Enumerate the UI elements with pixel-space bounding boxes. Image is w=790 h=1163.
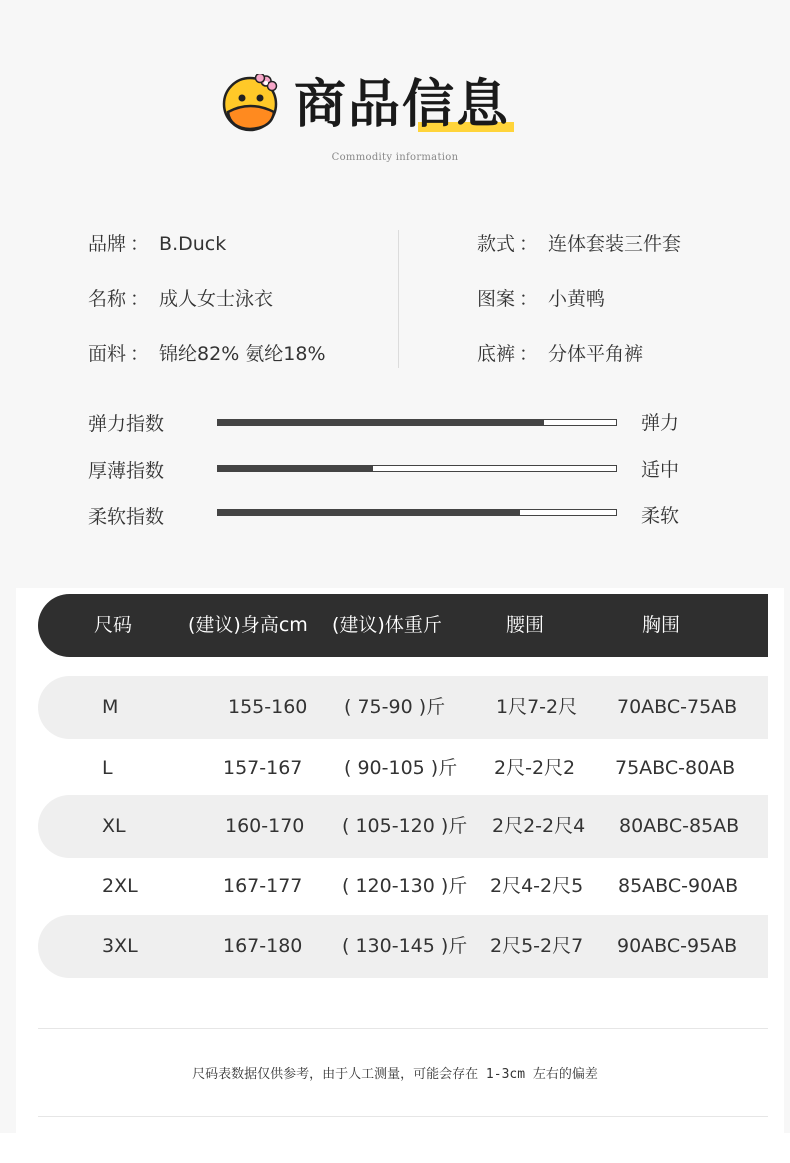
index-bar-fill: [218, 466, 373, 471]
table-row: [38, 915, 768, 978]
table-row: [38, 855, 768, 918]
cell-size: M: [102, 696, 119, 718]
index-bar-thickness: [217, 465, 617, 472]
index-label-thickness: 厚薄指数: [88, 460, 165, 482]
cell-weight: ( 105-120 )斤: [342, 815, 468, 837]
cell-bust: 90ABC-95AB: [617, 935, 738, 957]
cell-waist: 2尺5-2尺7: [490, 935, 584, 957]
table-row: [38, 676, 768, 739]
size-footnote: 尺码表数据仅供参考，由于人工测量，可能会存在 1-3cm 左右的偏差: [192, 1067, 598, 1082]
header-bust: 胸围: [642, 614, 681, 636]
index-end-thickness: 适中: [641, 459, 680, 481]
cell-weight: ( 75-90 )斤: [344, 696, 446, 718]
table-row: [38, 795, 768, 858]
info-value: 锦纶82% 氨纶18%: [159, 343, 326, 365]
info-value: 连体套装三件套: [548, 233, 682, 255]
cell-waist: 1尺7-2尺: [496, 696, 578, 718]
page-title: 商品信息: [294, 75, 511, 135]
cell-waist: 2尺-2尺2: [494, 757, 576, 779]
info-key: 面料: [88, 343, 127, 365]
cell-weight: ( 130-145 )斤: [342, 935, 468, 957]
info-style: 款式 ： 连体套装三件套: [477, 229, 681, 256]
info-bottoms: 底裤 ： 分体平角裤: [477, 339, 643, 366]
info-key: 底裤: [477, 343, 516, 365]
info-name: 名称 ： 成人女士泳衣: [88, 284, 273, 311]
cell-size: 2XL: [102, 875, 138, 897]
index-bar-elasticity: [217, 419, 617, 426]
cell-waist: 2尺2-2尺4: [492, 815, 586, 837]
info-key: 品牌: [88, 233, 127, 255]
cell-size: L: [102, 757, 113, 779]
info-value: 小黄鸭: [548, 288, 606, 310]
cell-height: 155-160: [228, 696, 308, 718]
cell-bust: 80ABC-85AB: [619, 815, 740, 837]
title-block: [222, 72, 522, 142]
info-key: 图案: [477, 288, 516, 310]
info-pattern: 图案 ： 小黄鸭: [477, 284, 605, 311]
index-bar-fill: [218, 420, 544, 425]
divider-top: [38, 1028, 768, 1029]
side-margin-right: [784, 588, 790, 1133]
cell-height: 167-177: [223, 875, 303, 897]
info-value: 分体平角裤: [548, 343, 644, 365]
index-label-softness: 柔软指数: [88, 506, 165, 528]
header-height: (建议)身高cm: [188, 614, 308, 636]
cell-height: 160-170: [225, 815, 305, 837]
info-brand: 品牌 ： B.Duck: [88, 229, 226, 256]
header-waist: 腰围: [506, 614, 545, 636]
header-size: 尺码: [94, 614, 133, 636]
index-end-softness: 柔软: [641, 505, 680, 527]
divider-bottom: [38, 1116, 768, 1117]
cell-weight: ( 90-105 )斤: [344, 757, 458, 779]
table-row: [38, 737, 768, 800]
index-bar-fill: [218, 510, 520, 515]
info-fabric: 面料 ： 锦纶82% 氨纶18%: [88, 339, 326, 366]
cell-size: 3XL: [102, 935, 138, 957]
size-table-header: [38, 594, 768, 657]
cell-bust: 70ABC-75AB: [617, 696, 738, 718]
info-key: 款式: [477, 233, 516, 255]
duck-logo-icon: [222, 74, 280, 132]
cell-size: XL: [102, 815, 126, 837]
cell-height: 167-180: [223, 935, 303, 957]
cell-bust: 75ABC-80AB: [615, 757, 736, 779]
cell-bust: 85ABC-90AB: [618, 875, 739, 897]
header-weight: (建议)体重斤: [332, 614, 442, 636]
index-bar-softness: [217, 509, 617, 516]
side-margin-left: [0, 588, 16, 1133]
page-subtitle: Commodity information: [331, 152, 459, 163]
info-key: 名称: [88, 288, 127, 310]
cell-waist: 2尺4-2尺5: [490, 875, 584, 897]
cell-weight: ( 120-130 )斤: [342, 875, 468, 897]
info-value: 成人女士泳衣: [159, 288, 274, 310]
index-label-elasticity: 弹力指数: [88, 413, 165, 435]
info-divider: [398, 230, 399, 368]
info-value: B.Duck: [159, 233, 227, 255]
cell-height: 157-167: [223, 757, 303, 779]
index-end-elasticity: 弹力: [641, 412, 680, 434]
